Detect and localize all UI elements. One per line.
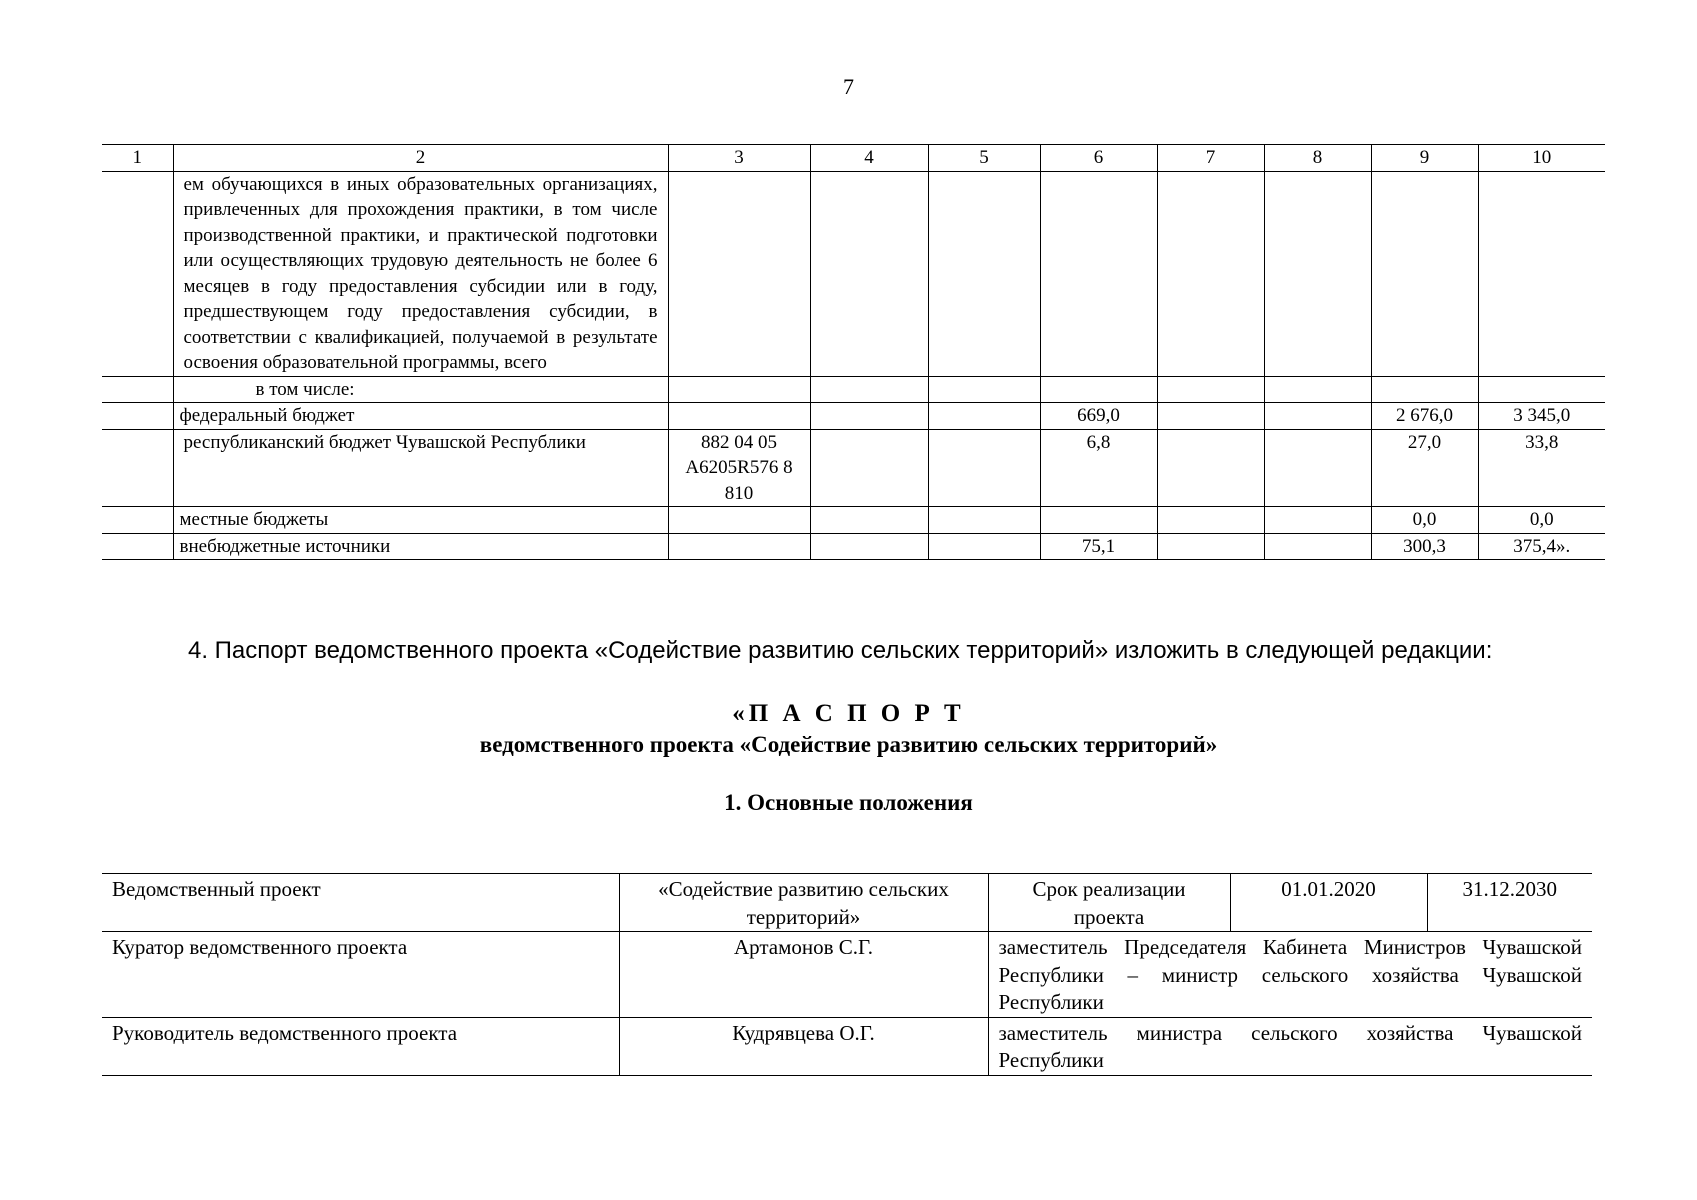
table-row <box>102 429 1605 507</box>
header-cell: 6 <box>1040 145 1157 172</box>
page-number: 7 <box>843 74 854 99</box>
header-cell: 9 <box>1371 145 1478 172</box>
cell-value: 3 345,0 <box>1478 403 1605 430</box>
passport-title: «П А С П О Р Т <box>732 700 965 727</box>
row-label: федеральный бюджет <box>173 403 668 430</box>
header-cell: 10 <box>1478 145 1605 172</box>
head-name: Кудрявцева О.Г. <box>619 1017 988 1075</box>
start-date: 01.01.2020 <box>1230 874 1427 932</box>
table-row <box>102 171 1605 376</box>
header-cell: 3 <box>668 145 810 172</box>
budget-code: 882 04 05 А6205R576 8 810 <box>668 429 810 507</box>
table-row <box>102 376 1605 403</box>
header-cell: 8 <box>1264 145 1371 172</box>
header-cell: 7 <box>1157 145 1264 172</box>
header-cell: 1 <box>102 145 173 172</box>
budget-code <box>668 403 810 430</box>
table-row <box>102 533 1605 560</box>
passport-subtitle: ведомственного проекта «Содействие развитию сельских территорий» <box>479 732 1218 757</box>
project-name: «Содействие развитию сельских территорий» <box>619 874 988 932</box>
table-row <box>102 932 1592 1018</box>
row-label: местные бюджеты <box>173 507 668 534</box>
term-label: Срок реализации проекта <box>988 874 1230 932</box>
cell-value: 375,4». <box>1478 533 1605 560</box>
amendment-paragraph: 4. Паспорт ведомственного проекта «Содействие развитию сельских территорий» изложить в следующей редакции: <box>188 637 1493 664</box>
cell-value: 6,8 <box>1040 429 1157 507</box>
header-cell: 2 <box>173 145 668 172</box>
header-cell: 5 <box>928 145 1040 172</box>
budget-code <box>668 507 810 534</box>
header-cell: 4 <box>810 145 928 172</box>
including-label: в том числе: <box>173 376 668 403</box>
table-row <box>102 1017 1592 1075</box>
cell-value: 669,0 <box>1040 403 1157 430</box>
cell-value: 0,0 <box>1478 507 1605 534</box>
cell-value: 2 676,0 <box>1371 403 1478 430</box>
table-row <box>102 507 1605 534</box>
cell-value: 33,8 <box>1478 429 1605 507</box>
funding-table <box>102 144 1605 560</box>
head-position: заместитель министра сельского хозяйства Чувашской Республики <box>988 1017 1592 1075</box>
table-row <box>102 874 1592 932</box>
cell-value: 300,3 <box>1371 533 1478 560</box>
curator-position: заместитель Председателя Кабинета Министров Чувашской Республики – министр сельского хозяйства Чувашской Республики <box>988 932 1592 1018</box>
row-label: республиканский бюджет Чувашской Республики <box>173 429 668 507</box>
cell-value <box>1040 507 1157 534</box>
basic-provisions-table <box>102 873 1592 1076</box>
indicator-description: ем обучающихся в иных образовательных организациях, привлеченных для прохождения практики, в том числе производственной практики, и практической подготовки или осуществляющих трудовую деятельность не более 6 месяцев в году предоставления субсидии или в году, предшествующем году предоставления субсидии, в соответствии с квалификацией, получаемой в результате освоения образовательной программы, всего <box>173 171 668 376</box>
row-label: Руководитель ведомственного проекта <box>102 1017 619 1075</box>
cell-value: 27,0 <box>1371 429 1478 507</box>
end-date: 31.12.2030 <box>1427 874 1592 932</box>
row-label: Ведомственный проект <box>102 874 619 932</box>
row-label: внебюджетные источники <box>173 533 668 560</box>
curator-name: Артамонов С.Г. <box>619 932 988 1018</box>
table-row <box>102 403 1605 430</box>
row-label: Куратор ведомственного проекта <box>102 932 619 1018</box>
section-title: 1. Основные положения <box>724 790 973 815</box>
cell-value: 75,1 <box>1040 533 1157 560</box>
budget-code <box>668 533 810 560</box>
cell-value: 0,0 <box>1371 507 1478 534</box>
table-header-row <box>102 145 1605 172</box>
